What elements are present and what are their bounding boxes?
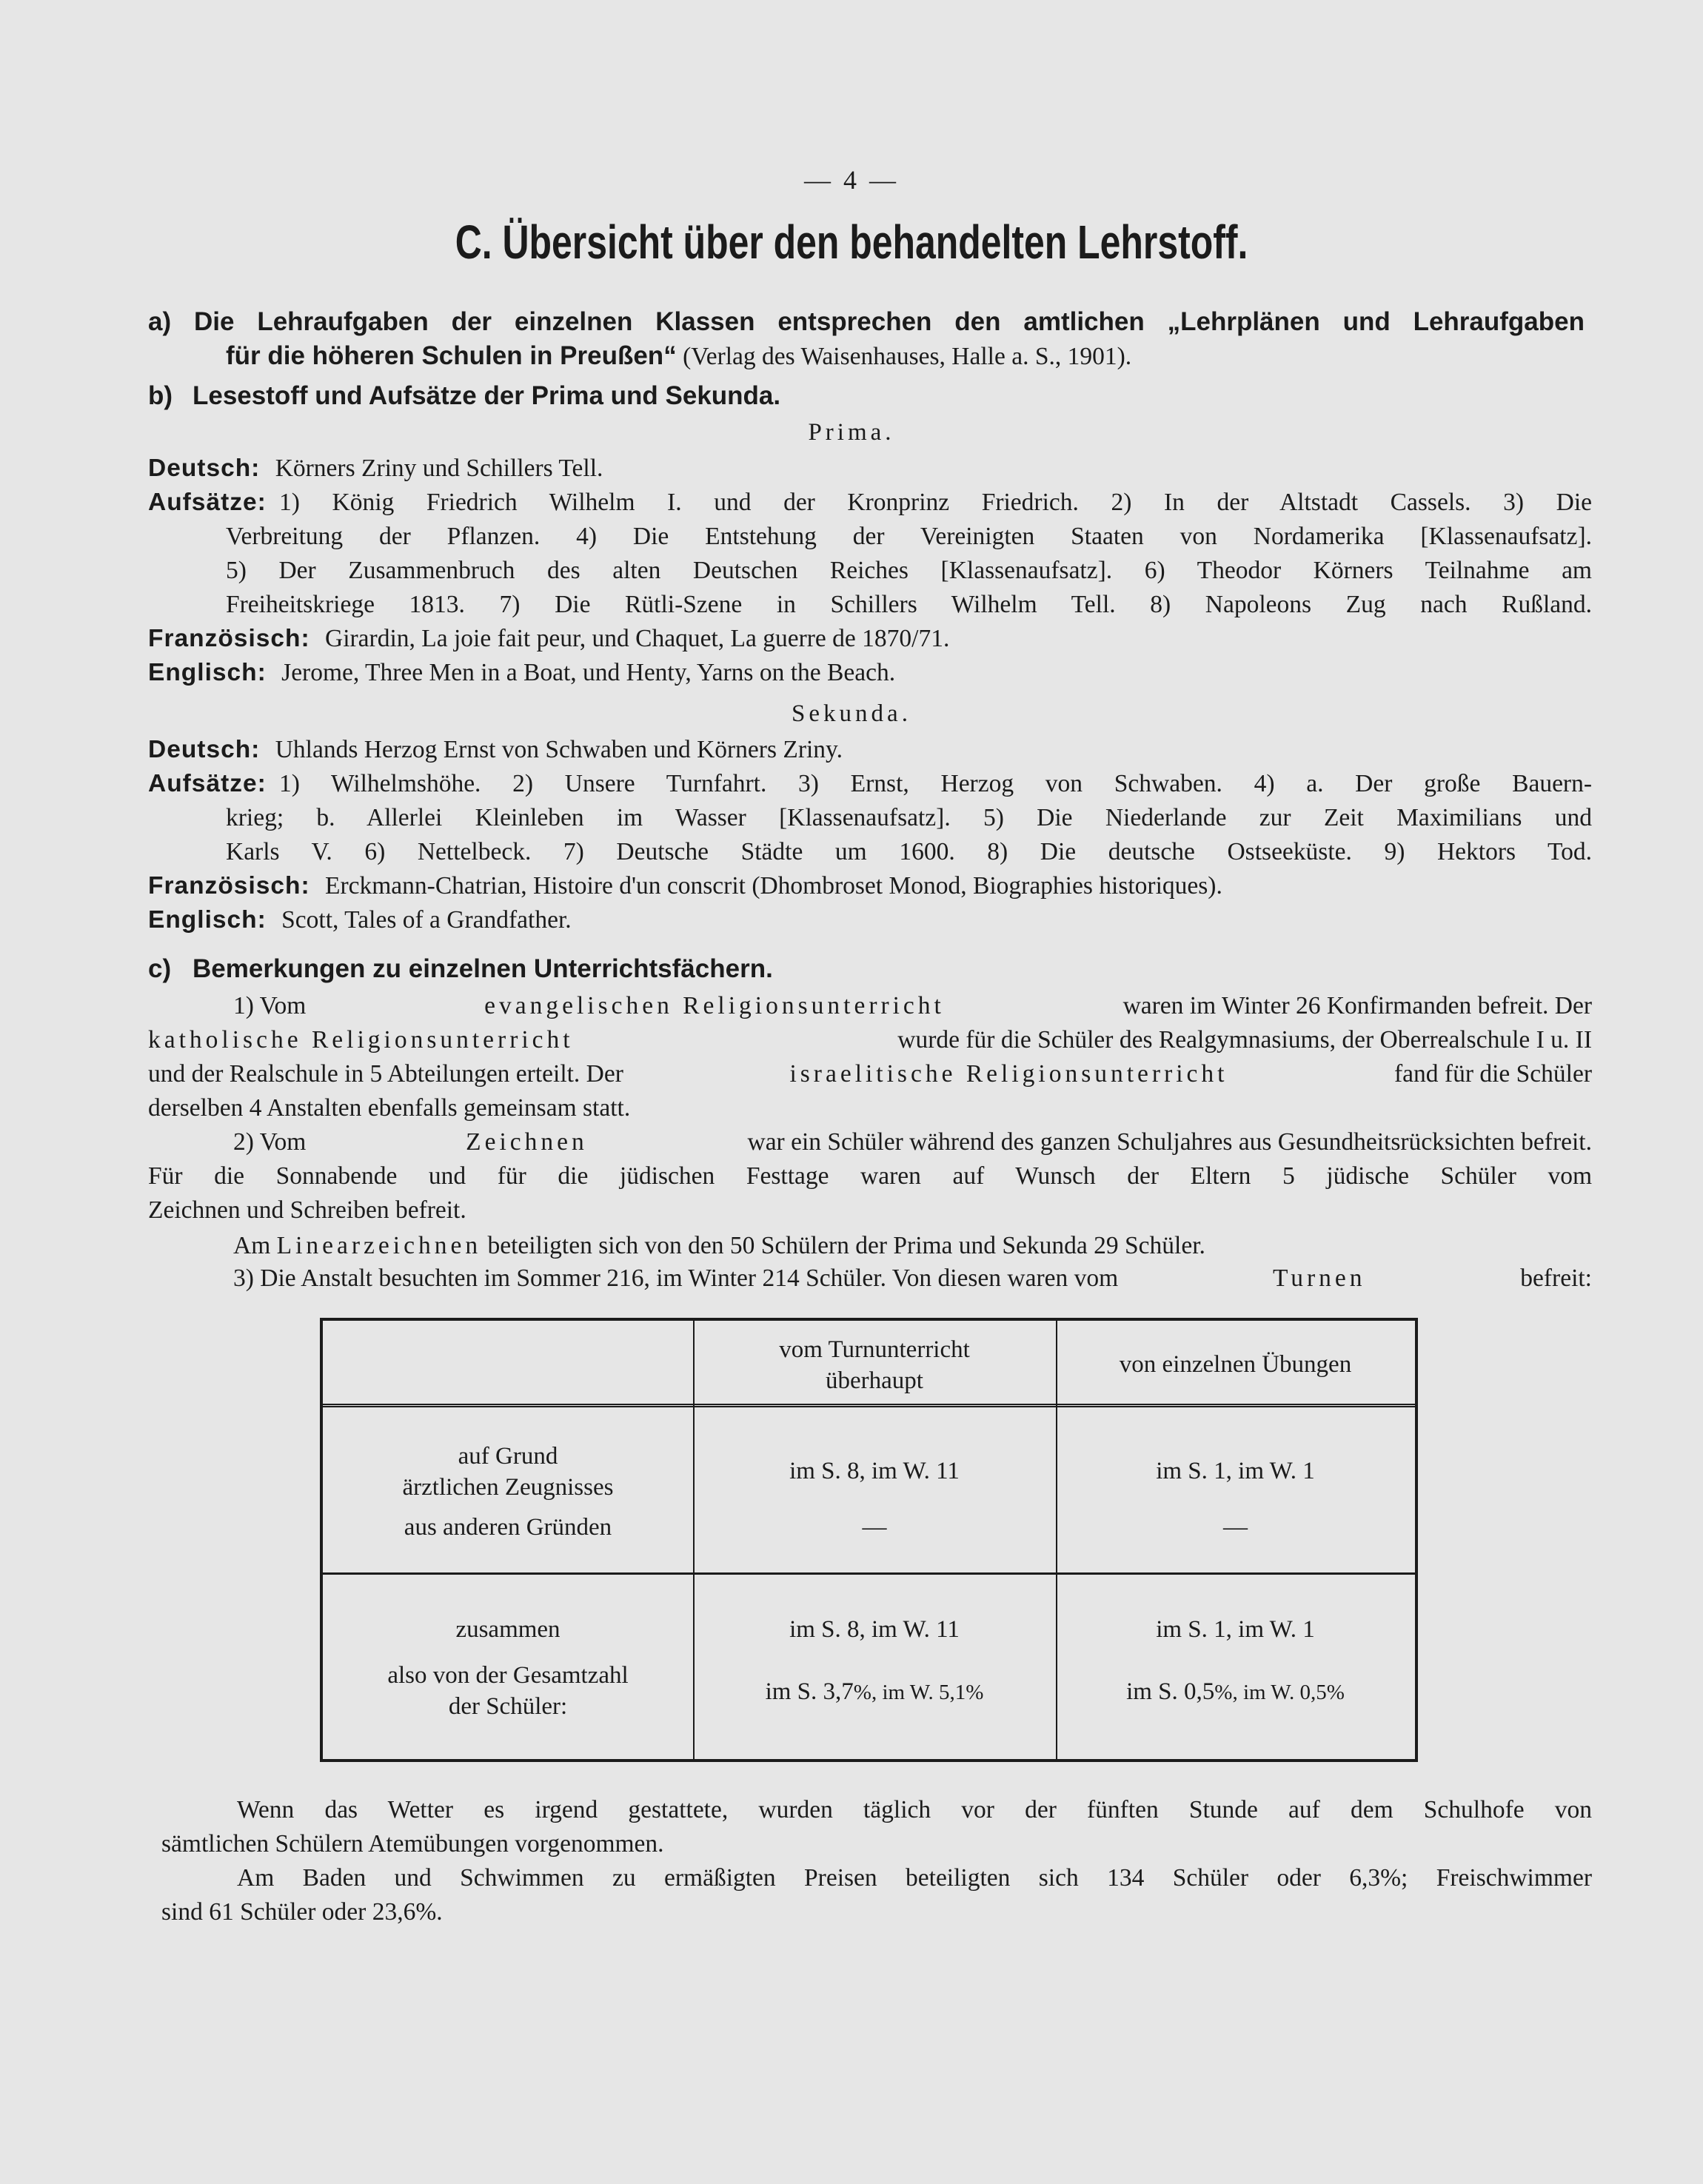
table-row4-col2-b: %, im W. 0,5	[1214, 1681, 1327, 1704]
c-p3-l1-spaced: Turnen	[1272, 1264, 1366, 1292]
sekunda-deutsch-label: Deutsch:	[148, 736, 261, 763]
sekunda-aufsaetze-line: Karls V. 6) Nettelbeck. 7) Deutsche Städte um 1600. 8) Die deutsche Ostseeküste. 9) Hektors Tod.	[226, 838, 1592, 865]
table-row3-col2: im S. 1, im W. 1	[1156, 1616, 1315, 1643]
section-a-line1: Die Lehraufgaben der einzelnen Klassen entsprechen den amtlichen „Lehrplänen und Lehraufgaben	[194, 307, 1585, 336]
sekunda-franz-label: Französisch:	[148, 872, 310, 900]
closing-line3: Am Baden und Schwimmen zu ermäßigten Preisen beteiligten sich 134 Schüler oder 6,3%; Freischwimmer	[237, 1864, 1592, 1892]
sekunda-aufsaetze-label: Aufsätze:	[148, 770, 267, 797]
c-p1-line2	[148, 1023, 1592, 1056]
table-header-col1	[693, 1334, 1056, 1396]
table-header-col2: von einzelnen Übungen	[1119, 1351, 1352, 1378]
section-a-line2	[226, 339, 1131, 373]
page-number: — 4 —	[804, 165, 899, 195]
section-c-label: c)	[148, 954, 172, 983]
table-row2-col2: —	[1223, 1514, 1248, 1541]
c-p2-line2: Für die Sonnabende und für die jüdischen Festtage waren auf Wunsch der Eltern 5 jüdische Schüler vom	[148, 1162, 1592, 1190]
sekunda-aufsaetze-line: krieg; b. Allerlei Kleinleben im Wasser [Klassenaufsatz]. 5) Die Niederlande zur Zeit Maximilians und	[226, 804, 1592, 831]
section-a-line2-rest: (Verlag des Waisenhauses, Halle a. S., 1901).	[683, 343, 1132, 370]
table-row1-label-l2: ärztlichen Zeugnisses	[402, 1474, 614, 1501]
table-row4-col2-a: im S. 0,5	[1126, 1678, 1215, 1705]
c-p3-l1-b: befreit:	[1520, 1264, 1592, 1292]
prima-deutsch-label: Deutsch:	[148, 455, 261, 482]
prima-aufsaetze-line: Verbreitung der Pflanzen. 4) Die Entstehung der Vereinigten Staaten von Nordamerika [Klassenaufsatz].	[226, 523, 1592, 550]
table-row4-label	[323, 1660, 693, 1722]
section-c-heading: Bemerkungen zu einzelnen Unterrichtsfächern.	[193, 954, 773, 983]
prima-franz	[148, 622, 949, 655]
table-row2-col1: —	[862, 1514, 887, 1541]
closing-line1: Wenn das Wetter es irgend gestattete, wurden täglich vor der fünften Stunde auf dem Schulhofe von	[237, 1796, 1592, 1823]
c-p2-l1-a: 2) Vom	[233, 1128, 307, 1156]
prima-engl-label: Englisch:	[148, 659, 267, 686]
table-row4-label-l1: also von der Gesamtzahl	[387, 1662, 629, 1689]
c-p1-l2-spaced: katholische Religionsunterricht	[148, 1026, 574, 1054]
table-row1-label	[323, 1441, 693, 1503]
c-p1-line1	[233, 989, 1592, 1022]
c-p1-l2-b: wurde für die Schüler des Realgymnasiums, der Oberrealschule I u. II	[897, 1026, 1592, 1054]
prima-deutsch	[148, 452, 603, 485]
table-row4-label-l2: der Schüler:	[448, 1693, 568, 1720]
table-row4-col1-c: %	[966, 1681, 984, 1704]
table-header-col1-l2: überhaupt	[826, 1367, 923, 1394]
c-p1-l1-spaced: evangelischen Religionsunterricht	[484, 992, 945, 1019]
section-b-label: b)	[148, 381, 173, 410]
exemption-table	[320, 1318, 1418, 1762]
prima-engl	[148, 656, 895, 689]
c-p1-l1-a: 1) Vom	[233, 992, 307, 1019]
table-row-divider	[323, 1572, 1415, 1575]
prima-aufsaetze-line: Freiheitskriege 1813. 7) Die Rütli-Szene in Schillers Wilhelm Tell. 8) Napoleons Zug nach Rußland.	[226, 591, 1592, 618]
sekunda-deutsch	[148, 733, 843, 766]
sekunda-engl-label: Englisch:	[148, 906, 267, 934]
c-p1-l3-spaced: israelitische Religionsunterricht	[789, 1060, 1228, 1088]
table-header-divider	[323, 1404, 1415, 1407]
prima-engl-text: Jerome, Three Men in a Boat, und Henty, Yarns on the Beach.	[281, 659, 896, 686]
c-p2-l4-spaced: Linearzeichnen	[276, 1232, 482, 1259]
c-p1-l3-b: fand für die Schüler	[1394, 1060, 1592, 1088]
c-p3-line1	[233, 1262, 1592, 1295]
page-title: C. Übersicht über den behandelten Lehrstoff.	[455, 215, 1248, 269]
c-p2-l4-b: beteiligten sich von den 50 Schülern der Prima und Sekunda 29 Schüler.	[487, 1232, 1205, 1259]
c-p2-line3: Zeichnen und Schreiben befreit.	[148, 1196, 466, 1224]
table-row4-col1	[693, 1676, 1056, 1708]
c-p2-l1-spaced: Zeichnen	[466, 1128, 588, 1156]
table-row2-label: aus anderen Gründen	[404, 1514, 612, 1541]
table-row3-label: zusammen	[455, 1616, 561, 1643]
sekunda-deutsch-text: Uhlands Herzog Ernst von Schwaben und Körners Zriny.	[275, 736, 843, 763]
table-row4-col1-a: im S. 3,7	[765, 1678, 854, 1705]
sekunda-franz-text: Erckmann-Chatrian, Histoire d'un conscrit (Dhombroset Monod, Biographies historiques).	[325, 872, 1222, 900]
c-p2-line1	[233, 1125, 1592, 1159]
section-a-line2-bold: für die höheren Schulen in Preußen“	[226, 341, 677, 370]
sekunda-engl-text: Scott, Tales of a Grandfather.	[281, 906, 572, 934]
c-p2-l4-a: Am	[233, 1232, 271, 1259]
c-p1-line4: derselben 4 Anstalten ebenfalls gemeinsam statt.	[148, 1094, 631, 1122]
c-p1-l3-a: und der Realschule in 5 Abteilungen erteilt. Der	[148, 1060, 623, 1088]
prima-aufsaetze-label: Aufsätze:	[148, 489, 267, 516]
sekunda-aufsaetze-line: 1) Wilhelmshöhe. 2) Unsere Turnfahrt. 3) Ernst, Herzog von Schwaben. 4) a. Der große Bauern-	[279, 770, 1592, 797]
prima-label: Prima.	[808, 419, 895, 446]
sekunda-engl	[148, 903, 572, 937]
table-row4-col2	[1056, 1676, 1415, 1708]
c-p3-l1-a: 3) Die Anstalt besuchten im Sommer 216, im Winter 214 Schüler. Von diesen waren vom	[233, 1264, 1119, 1292]
closing-line4: sind 61 Schüler oder 23,6%.	[161, 1898, 443, 1926]
table-row4-col2-c: %	[1326, 1681, 1345, 1704]
table-row1-col2: im S. 1, im W. 1	[1156, 1458, 1315, 1484]
prima-deutsch-text: Körners Zriny und Schillers Tell.	[275, 455, 603, 482]
section-a-label: a)	[148, 307, 172, 336]
table-row3-col1: im S. 8, im W. 11	[789, 1616, 960, 1643]
table-row4-col1-b: %, im W. 5,1	[853, 1681, 966, 1704]
prima-franz-text: Girardin, La joie fait peur, und Chaquet, La guerre de 1870/71.	[325, 625, 950, 652]
table-row1-col1: im S. 8, im W. 11	[789, 1458, 960, 1484]
prima-aufsaetze-line: 5) Der Zusammenbruch des alten Deutschen Reiches [Klassenaufsatz]. 6) Theodor Körners Teilnahme am	[226, 557, 1592, 584]
c-p2-line4	[233, 1229, 1205, 1262]
sekunda-label: Sekunda.	[792, 700, 911, 727]
prima-aufsaetze-line: 1) König Friedrich Wilhelm I. und der Kronprinz Friedrich. 2) In der Altstadt Cassels. 3) Die	[279, 489, 1592, 516]
prima-franz-label: Französisch:	[148, 625, 310, 652]
sekunda-franz	[148, 869, 1222, 902]
closing-line2: sämtlichen Schülern Atemübungen vorgenommen.	[161, 1830, 664, 1858]
table-header-col1-l1: vom Turnunterricht	[779, 1336, 970, 1363]
c-p1-line3	[148, 1057, 1592, 1091]
c-p1-l1-b: waren im Winter 26 Konfirmanden befreit. Der	[1122, 992, 1592, 1019]
table-row1-label-l1: auf Grund	[458, 1443, 558, 1470]
section-b-heading: Lesestoff und Aufsätze der Prima und Sekunda.	[193, 381, 781, 410]
c-p2-l1-b: war ein Schüler während des ganzen Schuljahres aus Gesundheitsrücksichten befreit.	[747, 1128, 1592, 1156]
